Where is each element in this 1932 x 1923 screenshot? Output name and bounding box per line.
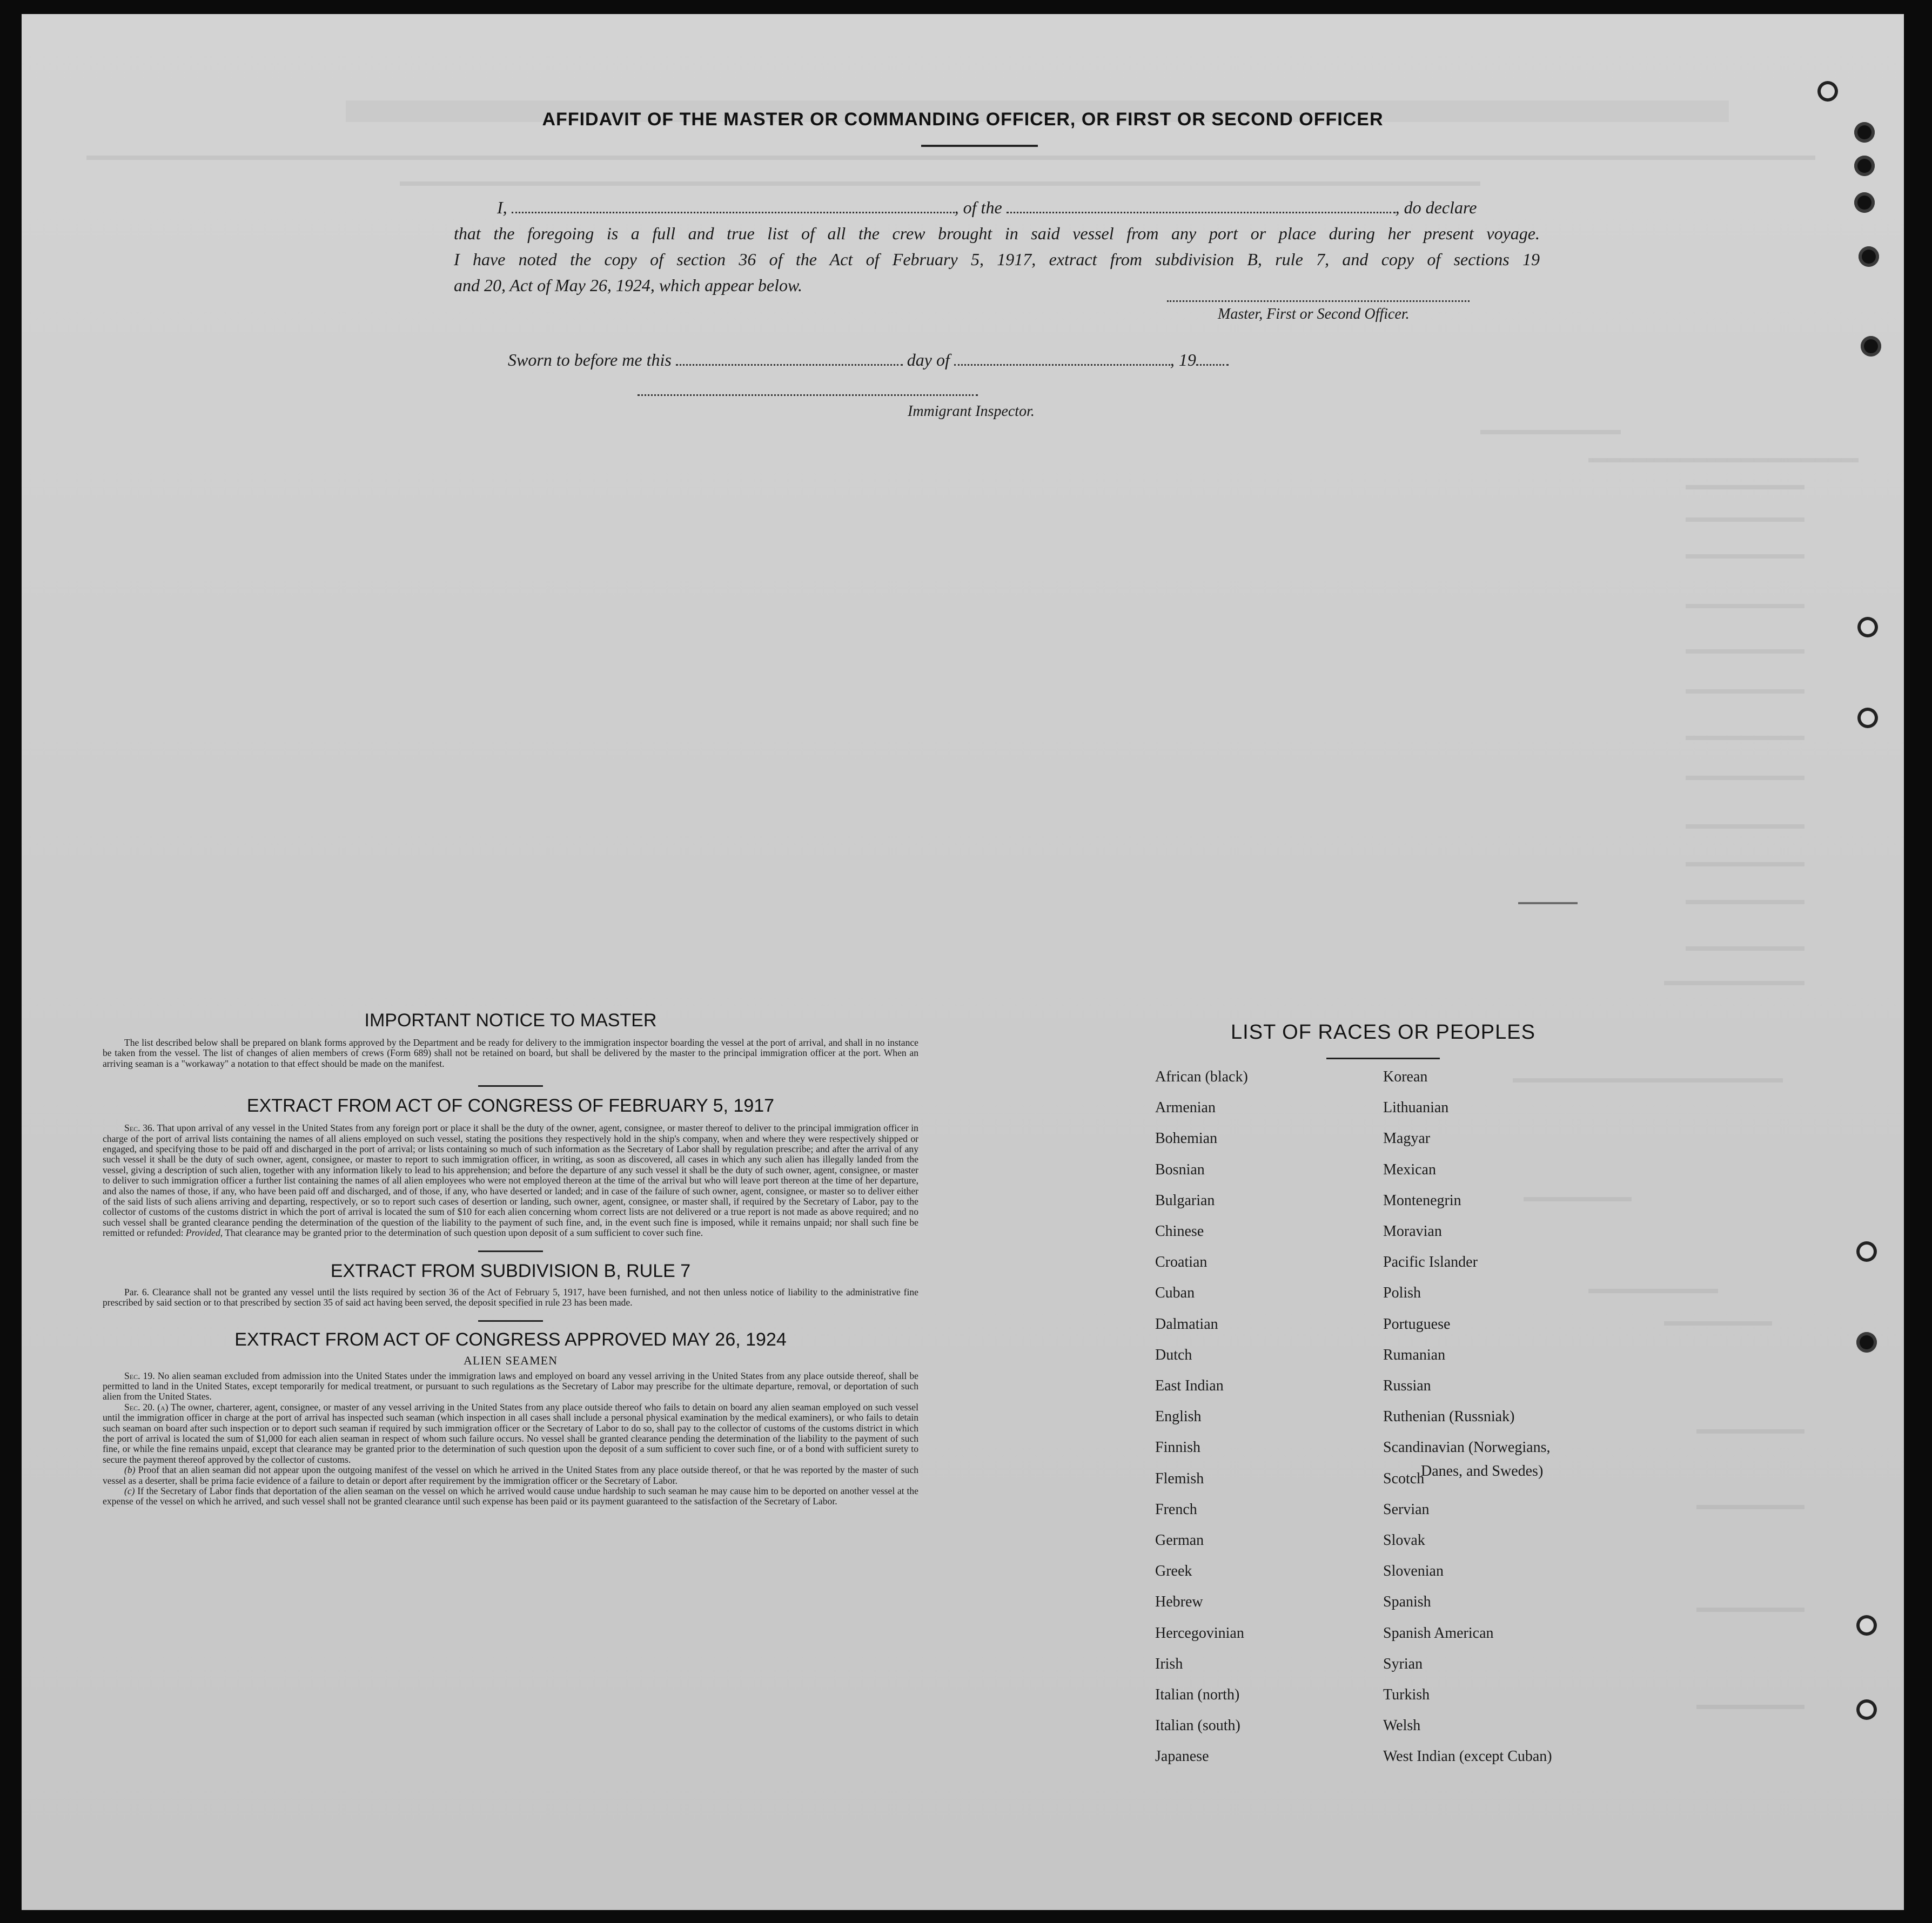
sworn-line (508, 349, 1229, 370)
sec-20a-body: The owner, charterer, agent, consignee, or master of any vessel arriving in the United States from any place outside thereof who fails to detain on board any alien seaman employed on such vessel until the immigration officer in charge at the port of arrival has inspected such seaman (which inspection in all cases shall include a personal physical examination by the medical examiners), or who fails to detain such seaman on board after such inspection or to deport such seaman if required by such immigration officer or the Secretary of Labor to do so, shall pay to the collector of customs of the customs district in which the port of arrival is located the sum of $1,000 for each alien seaman in respect of whom such failure occurs. No vessel shall be granted clearance pending the determination of the liability to the payment of such fine, or while the fine remains unpaid, except that clearance may be granted prior to the determination of such question upon the deposit of a sum sufficient to cover such fine, or of a bond with sufficient surety to secure the payment thereof approved by the collector of customs. (103, 1401, 918, 1465)
year-label: , 19 (1170, 350, 1196, 369)
binder-hole (1857, 617, 1878, 637)
extract-1924-title: EXTRACT FROM ACT OF CONGRESS APPROVED MAY 26, 1924 (234, 1329, 787, 1350)
sec-20b-label: (b) (124, 1464, 136, 1476)
race-item: English (1155, 1408, 1202, 1425)
race-item: Greek (1155, 1563, 1192, 1579)
race-item: Scotch (1383, 1470, 1425, 1487)
sec-36-label: Sec. 36. (124, 1122, 155, 1134)
race-item: African (black) (1155, 1068, 1248, 1085)
rule7-title: EXTRACT FROM SUBDIVISION B, RULE 7 (330, 1260, 691, 1281)
sec-20b-body: Proof that an alien seaman did not appear upon the outgoing manifest of the vessel on which he arrived in the United States from any place outside thereof, or that he was reported by the master of such vessel as a deserter, shall be prima facie evidence of a failure to detain or deport after requirement by the immigration officer or the Secretary of Labor. (103, 1464, 918, 1486)
race-item: Mexican (1383, 1161, 1436, 1178)
of-label: , of the (954, 198, 1002, 217)
year-field[interactable] (1196, 349, 1229, 366)
race-item: Pacific Islander (1383, 1254, 1478, 1270)
vessel-field[interactable] (1007, 197, 1396, 213)
race-item: Finnish (1155, 1439, 1201, 1456)
master-caption: Master, First or Second Officer. (1218, 306, 1410, 322)
race-item: Lithuanian (1383, 1099, 1449, 1116)
race-item: Dalmatian (1155, 1316, 1218, 1333)
proviso-body: That clearance may be granted prior to the determination of such question upon deposit of a sum sufficient to cover such fine. (225, 1227, 703, 1239)
rule7-text: Par. 6. Clearance shall not be granted any vessel until the lists required by section 36 of the Act of February 5, 1917, have been furnished, and not then unless notice of liability to the administrative fine prescribed by said section or to that prescribed by section 35 of said act having been served, the deposit specified in rule 23 has been made. (103, 1286, 918, 1308)
race-item: Armenian (1155, 1099, 1216, 1116)
notice-column (103, 1010, 918, 1507)
sec-20-label: Sec. 20. (a) (124, 1401, 169, 1413)
day-field[interactable] (676, 349, 903, 366)
month-field[interactable] (954, 349, 1170, 366)
name-field[interactable] (512, 197, 955, 213)
race-item: Korean (1383, 1068, 1428, 1085)
race-item: Ruthenian (Russniak) (1383, 1408, 1515, 1425)
declaration-line (454, 194, 1540, 220)
day-of-label: day of (907, 350, 950, 369)
races-rule (1326, 1058, 1440, 1059)
race-item: Dutch (1155, 1347, 1192, 1363)
race-item: Bosnian (1155, 1161, 1205, 1178)
race-item: Rumanian (1383, 1347, 1446, 1363)
race-item: Moravian (1383, 1223, 1442, 1240)
race-item: German (1155, 1532, 1204, 1549)
do-declare-label: , do declare (1395, 198, 1477, 217)
sec-20c-label: (c) (124, 1485, 135, 1496)
title-rule (921, 145, 1038, 147)
race-item: Japanese (1155, 1748, 1209, 1765)
form-page (22, 14, 1904, 1910)
master-signature-field[interactable] (1167, 298, 1470, 302)
affidavit-line-2: that the foregoing is a full and true list of all the crew brought in said vessel from any port or place during her present voyage. (454, 224, 1540, 243)
section-rule (478, 1085, 543, 1087)
race-item: Chinese (1155, 1223, 1204, 1240)
binder-hole (1856, 1699, 1877, 1720)
race-item-continuation: Danes, and Swedes) (1421, 1463, 1544, 1480)
notice-text: The list described below shall be prepared on blank forms approved by the Department and be ready for delivery to the immigration inspector boarding the vessel at the port of arrival, and shall in no instance be taken from the vessel. The list of changes of alien members of crews (Form 689) shall not be retained on board, but shall be delivered by the master to the principal immigration officer at the port. When an arriving seaman is a "workaway" a notation to that effect should be made on the manifest. (103, 1037, 918, 1069)
binder-hole (1856, 1241, 1877, 1262)
notice-title: IMPORTANT NOTICE TO MASTER (364, 1010, 657, 1031)
race-item: Slovenian (1383, 1563, 1444, 1579)
extract-1917-title: EXTRACT FROM ACT OF CONGRESS OF FEBRUARY 5, 1917 (246, 1095, 775, 1117)
sec-20c-body: If the Secretary of Labor finds that deportation of the alien seaman on the vessel on which he arrived would cause undue hardship to such seaman he may cause him to be deported on another vessel at the expense of the vessel on which he arrived, and such vessel shall not be granted clearance until such expense has been paid or its payment guaranteed to the satisfaction of the Secretary of Labor. (103, 1485, 918, 1507)
race-item: Italian (north) (1155, 1686, 1240, 1703)
inspector-signature-field[interactable] (638, 392, 978, 396)
sec-19-text (103, 1371, 918, 1402)
sec-20b-text (103, 1465, 918, 1486)
race-item: Hebrew (1155, 1593, 1203, 1610)
race-item: Spanish (1383, 1593, 1431, 1610)
race-item: Polish (1383, 1285, 1421, 1301)
proviso-label: Provided, (185, 1227, 223, 1239)
i-label: I, (497, 198, 507, 217)
race-item: Bulgarian (1155, 1192, 1215, 1209)
race-item: Slovak (1383, 1532, 1425, 1549)
race-item: Irish (1155, 1656, 1183, 1672)
sec-20c-text (103, 1486, 918, 1507)
binder-hole (1817, 81, 1838, 102)
race-item: Hercegovinian (1155, 1625, 1244, 1642)
binder-hole (1861, 336, 1881, 357)
section-rule (478, 1320, 543, 1322)
binder-hole (1854, 156, 1875, 176)
race-item: Scandinavian (Norwegians, (1383, 1439, 1551, 1456)
section-rule (478, 1250, 543, 1252)
sec-36-body: That upon arrival of any vessel in the United States from any foreign port or place it shall be the duty of the owner, agent, consignee, or master thereof to deliver to the principal immigration officer in charge of the port of arrival lists containing the names of all aliens employed on such vessel, stating the positions they respectively hold in the ship's company, when and where they were respectively shipped or engaged, and specifying those to be paid off and discharged in the port of arrival; or lists containing so much of such information as the Secretary of Labor shall by regulation prescribe; and after the arrival of any such vessel it shall be the duty of such owner, agent, consignee, or master to report to such immigration officer, in writing, as soon as discovered, all cases in which any such alien has illegally landed from the vessel, giving a description of such alien, together with any information likely to lead to his apprehension; and before the departure of any such vessel it shall be the duty of such owner, agent, consignee, or master to deliver to such immigration officer a further list containing the names of all alien employees who were not employed thereon at the time of the arrival but who will leave port thereon at the time of her departure, and also the names of those, if any, who have been paid off and discharged, and of those, if any, who have deserted or landed; and in case of the failure of such owner, agent, consignee, or master so to deliver either of the said lists of such aliens arriving and departing, respectively, or so to report such cases of desertion or landing, such owner, agent, consignee, or master shall, if required by the Secretary of Labor, pay to the collector of customs of the customs district in which the port of arrival is located the sum of $10 for each alien concerning whom correct lists are not delivered or a true report is not made as above required; and no such vessel shall be granted clearance pending the determination of the question of the liability to the payment of such fine, and, in the event such fine is imposed, while it remains unpaid; nor shall such fine be remitted or refunded: (103, 1122, 918, 1239)
bleed-through-background (22, 14, 1904, 1910)
inspector-caption: Immigrant Inspector. (908, 403, 1035, 420)
race-item: Bohemian (1155, 1130, 1218, 1147)
affidavit-title: AFFIDAVIT OF THE MASTER OR COMMANDING OFFICER, OR FIRST OR SECOND OFFICER (542, 109, 1384, 130)
sec-19-label: Sec. 19. (124, 1370, 155, 1381)
race-item: Montenegrin (1383, 1192, 1461, 1209)
race-item: Magyar (1383, 1130, 1431, 1147)
sec-20a-text (103, 1402, 918, 1465)
race-item: Flemish (1155, 1470, 1204, 1487)
sec-19-body: No alien seaman excluded from admission into the United States under the immigration laws and employed on board any vessel arriving in the United States from any place outside thereof, shall be permitted to land in the United States, except temporarily for medical treatment, or pursuant to such regulations as the Secretary of Labor may prescribe for the ultimate departure, removal, or deportation of such alien from the United States. (103, 1370, 918, 1402)
race-item: Welsh (1383, 1717, 1421, 1734)
alien-seamen-subtitle: ALIEN SEAMEN (464, 1353, 558, 1367)
race-item: West Indian (except Cuban) (1383, 1748, 1552, 1765)
race-item: Turkish (1383, 1686, 1430, 1703)
race-item: Cuban (1155, 1285, 1195, 1301)
race-item: East Indian (1155, 1377, 1224, 1394)
races-title: LIST OF RACES OR PEOPLES (1231, 1021, 1535, 1044)
affidavit-body (454, 194, 1540, 298)
race-item: Servian (1383, 1501, 1430, 1518)
binder-hole (1854, 192, 1875, 213)
race-item: Syrian (1383, 1656, 1423, 1672)
binder-hole (1856, 1615, 1877, 1636)
race-item: Croatian (1155, 1254, 1208, 1270)
race-item: Portuguese (1383, 1316, 1451, 1333)
extract-1917-text (103, 1123, 918, 1238)
affidavit-line-3: I have noted the copy of section 36 of the Act of February 5, 1917, extract from subdivision B, rule 7, and copy of sections 19 (454, 250, 1540, 269)
race-item: Italian (south) (1155, 1717, 1240, 1734)
affidavit-line-4: and 20, Act of May 26, 1924, which appear below. (454, 275, 802, 295)
binder-hole (1859, 246, 1879, 267)
race-item: French (1155, 1501, 1197, 1518)
binder-hole (1856, 1332, 1877, 1353)
binder-hole (1857, 708, 1878, 728)
race-item: Russian (1383, 1377, 1431, 1394)
sworn-label: Sworn to before me this (508, 350, 672, 369)
race-item: Spanish American (1383, 1625, 1494, 1642)
